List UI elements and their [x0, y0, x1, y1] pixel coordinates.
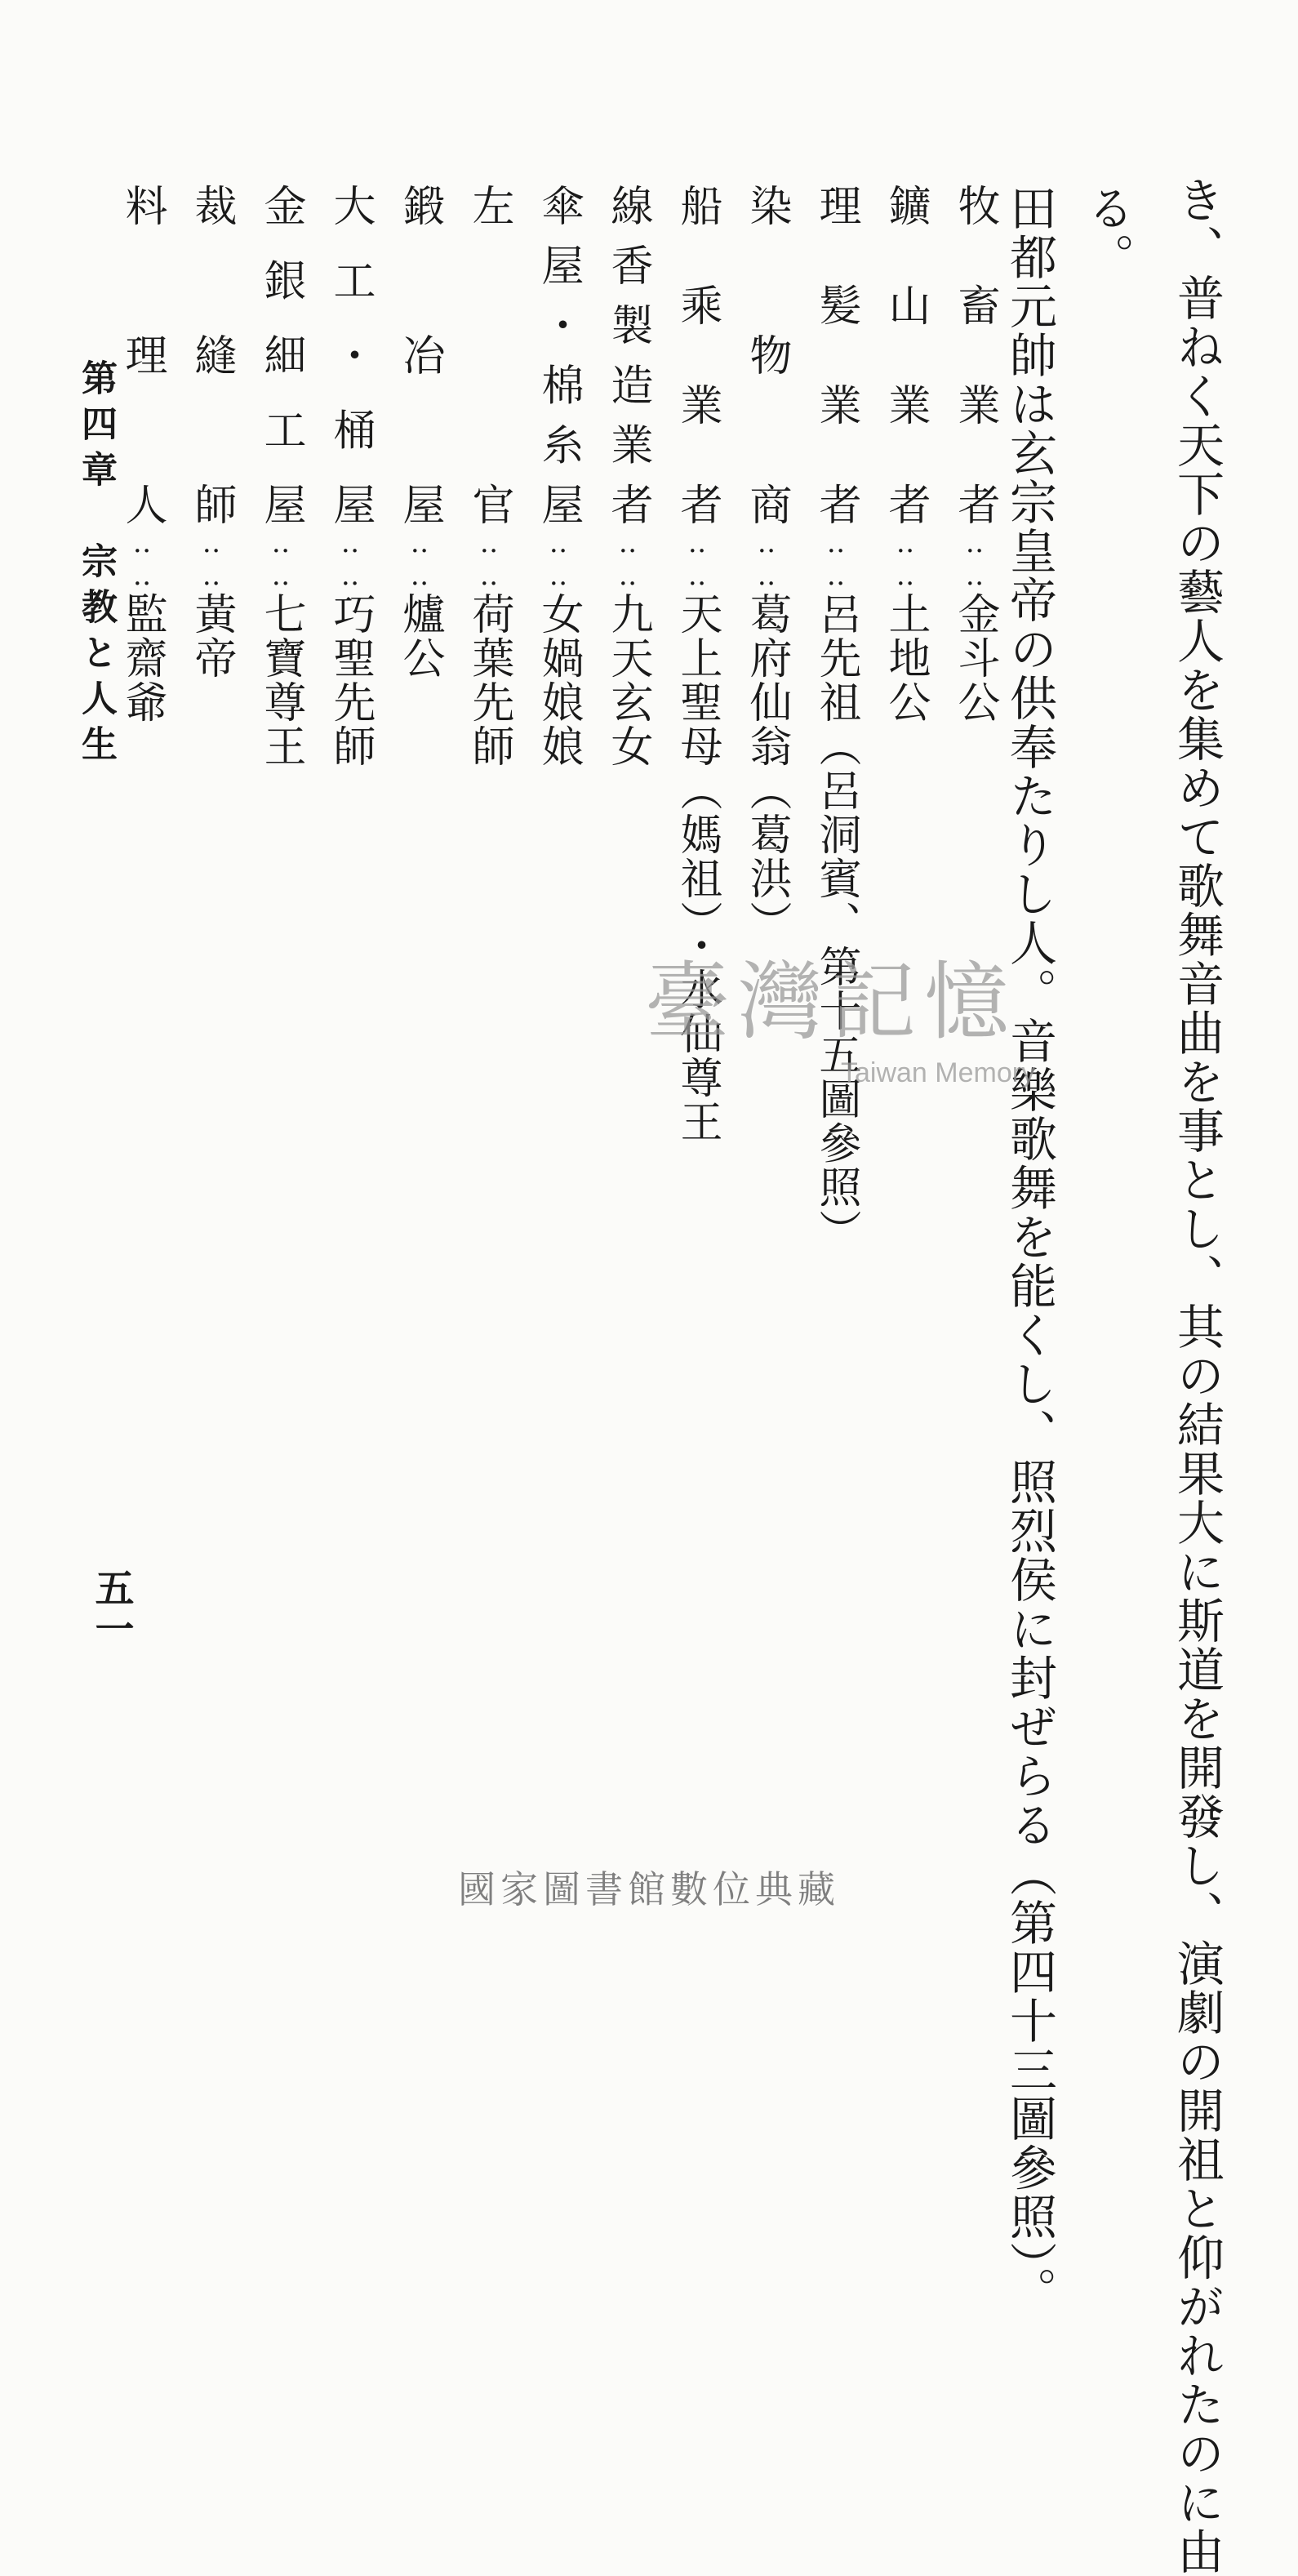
trade-name: 左官	[465, 184, 513, 527]
trade-name: 鍛冶屋	[395, 184, 444, 527]
leader-dots: ‥‥	[334, 527, 367, 592]
watermark	[645, 952, 1069, 1090]
watermark-english: Taiwan Memory	[841, 1057, 1036, 1088]
trade-name: 船乘業者	[673, 184, 722, 527]
patron-deity: 呂先祖（呂洞賓、第十五圖參照）	[811, 592, 860, 1253]
leader-dots: ‥‥	[611, 527, 644, 592]
patron-deity: 葛府仙翁（葛洪）	[742, 592, 791, 945]
body-line-3: 田都元帥は玄宗皇帝の供奉たりし人。音樂歌舞を能くし、照烈侯に封ぜらる（第四十三圖參照）。	[1002, 184, 1057, 2316]
trade-name: 線香製造業者	[603, 184, 652, 527]
leader-dots: ‥‥	[958, 527, 991, 592]
leader-dots: ‥‥	[820, 527, 852, 592]
patron-deity: 天上聖母（媽祖）・水仙尊王	[673, 592, 722, 1144]
list-item	[326, 184, 375, 768]
trade-name: 染物商	[742, 184, 791, 527]
watermark-logo-text: 臺灣記憶	[645, 952, 1018, 1052]
list-item	[395, 184, 444, 680]
list-item	[256, 184, 305, 768]
patron-deity: 黃帝	[187, 592, 236, 680]
patron-deity: 監齋爺	[118, 592, 167, 724]
list-item	[742, 184, 791, 945]
patron-deity: 七寶尊王	[256, 592, 305, 768]
leader-dots: ‥‥	[403, 527, 436, 592]
leader-dots: ‥‥	[264, 527, 297, 592]
patron-deity: 爐公	[395, 592, 444, 680]
patron-deity: 巧聖先師	[326, 592, 375, 768]
patron-deity: 金斗公	[950, 592, 999, 724]
list-item	[465, 184, 513, 768]
running-head: 第四章 宗教と人生	[75, 359, 117, 771]
trade-name: 裁縫師	[187, 184, 236, 527]
trade-name: 傘屋・棉糸屋	[534, 184, 583, 527]
trade-name: 大工・桶屋	[326, 184, 375, 527]
trade-name: 金銀細工屋	[256, 184, 305, 527]
patron-deity: 荷葉先師	[465, 592, 513, 768]
list-item	[118, 184, 167, 724]
leader-dots: ‥‥	[126, 527, 158, 592]
patron-deity: 九天玄女	[603, 592, 652, 768]
list-item	[187, 184, 236, 680]
leader-dots: ‥‥	[473, 527, 505, 592]
trade-name: 鑛山業者	[881, 184, 930, 527]
list-item	[881, 184, 930, 724]
patron-deity: 女媧娘娘	[534, 592, 583, 768]
list-item	[811, 184, 860, 1253]
leader-dots: ‥‥	[542, 527, 575, 592]
list-item	[534, 184, 583, 768]
trade-name: 理髪業者	[811, 184, 860, 527]
list-item	[950, 184, 999, 724]
leader-dots: ‥‥	[750, 527, 783, 592]
trade-name: 料理人	[118, 184, 167, 527]
patron-deity: 土地公	[881, 592, 930, 724]
leader-dots: ‥‥	[681, 527, 713, 592]
body-line-1: き、普ねく天下の藝人を集めて歌舞音曲を事とし、其の結果大に斯道を開發し、演劇の開祖と仰がれたのに由	[1169, 176, 1225, 2576]
body-line-2: る。	[1079, 184, 1135, 282]
list-item	[603, 184, 652, 768]
page-number: 五一	[88, 1568, 134, 1649]
archive-footer: 國家圖書館數位典藏	[458, 1867, 840, 1911]
leader-dots: ‥‥	[889, 527, 922, 592]
leader-dots: ‥‥	[195, 527, 228, 592]
trade-name: 牧畜業者	[950, 184, 999, 527]
